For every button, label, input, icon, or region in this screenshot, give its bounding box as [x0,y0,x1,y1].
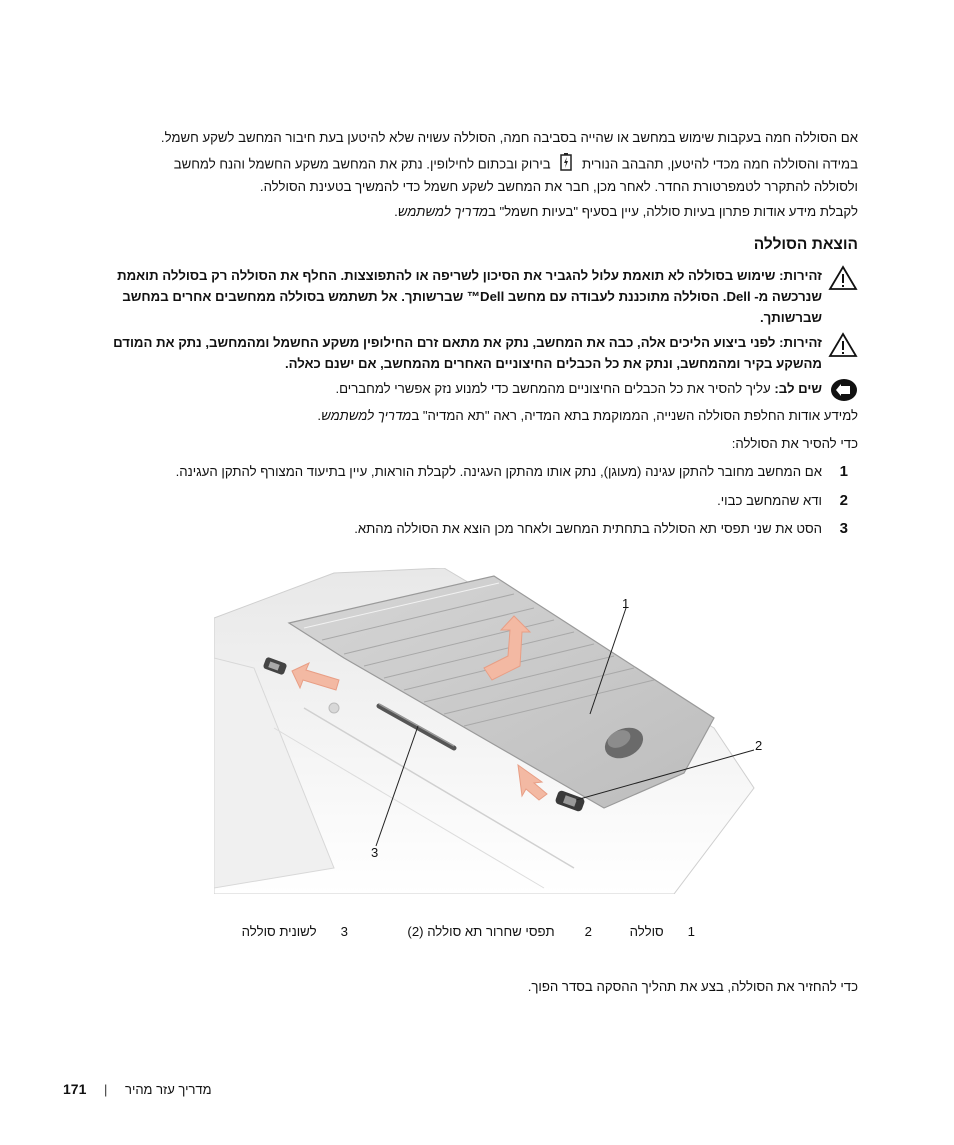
battery-removal-illustration [214,568,774,894]
notice-cables: שים לב: עליך להסיר את כל הכבלים החיצוניים מהמחשב כדי למנוע נזק אפשרי למחברים. [94,378,858,399]
media-bay-info: למידע אודות החלפת הסוללה השנייה, הממוקמת בתא המדיה, ראה "תא המדיה" במדריך למשתמש. [317,408,858,423]
remove-intro: כדי להסיר את הסוללה: [731,436,858,451]
caption-tab: 3לשונית סוללה [241,924,348,939]
warning-power-off: זהירות: לפני ביצוע הליכים אלה, כבה את המחשב, נתק את מתאם זרם החילופין משקע החשמל ומהמחשב, נתק את המודם מהשקע בקיר ומהמחשב, ונתק את כל הכבלים החיצוניים האחרים מהמחשב, אם ישנם כאלה. [94,332,858,374]
battery-hot-paragraph: אם הסוללה חמה בעקבות שימוש במחשב או שהייה בסביבה חמה, הסוללה עשויה שלא להיטען בעת חיבור המחשב לשקע חשמל. [160,130,858,145]
step-1: 1 אם המחשב מחובר להתקן עגינה (מעוגן), נתק אותו מהתקן העגינה. לקבלת הוראות, עיין בתיעוד המצורף להתקן העגינה. [175,463,848,480]
caption-battery: 1סוללה [629,924,695,939]
footer-title: מדריך עזר מהיר [125,1082,212,1097]
callout-3: 3 [371,845,379,860]
users-guide-ref: מדריך למשתמש [321,408,412,423]
battery-cooldown-paragraph: במידה והסוללה חמה מכדי להיטען, תהבהב הנורית בירוק ובכתום לחילופין. נתק את המחשב משקע החשמל והנח למחשב ולסוללה להתקרר לטמפרטורת החדר. לאחר מכן, חבר את המחשב לשקע חשמל כדי להמשיך בטעינת הסוללה. [118,153,858,197]
users-guide-ref: מדריך למשתמש [397,204,488,219]
troubleshooting-paragraph: לקבלת מידע אודות פתרון בעיות סוללה, עיין בסעיף "בעיות חשמל" במדריך למשתמש. [394,204,858,219]
caption-latch: 2תפסי שחרור תא סוללה (2) [407,924,592,939]
warning-triangle-icon [828,265,858,297]
step-3: 3 הסט את שני תפסי תא הסוללה בתחתית המחשב ולאחר מכן הוצא את הסוללה מהתא. [354,520,848,537]
warning-battery-compat: זהירות: שימוש בסוללה לא תואמת עלול להגביר את הסיכון לשריפה או להתפוצצות. החלף את הסוללה רק בסוללה תואמת שנרכשה מ- Dell. הסוללה מתוכננת לעבודה עם מחשב Dell™ שברשותך. אל תשתמש בסוללה ממחשבים אחרים במחשב שברשותך. [94,265,858,328]
footer-separator: | [103,1082,108,1097]
callout-1: 1 [622,596,630,611]
warning-triangle-icon [828,332,858,364]
step-2: 2 ודא שהמחשב כבוי. [717,492,848,509]
section-heading: הוצאת הסוללה [753,236,858,253]
footer [63,1081,212,1097]
notice-hand-icon [830,378,858,408]
callout-2: 2 [755,738,763,753]
page-number: 171 [63,1081,87,1097]
replace-battery-instruction: כדי להחזיר את הסוללה, בצע את תהליך ההסקה בסדר הפוך. [527,979,858,994]
battery-light-icon [560,153,572,177]
